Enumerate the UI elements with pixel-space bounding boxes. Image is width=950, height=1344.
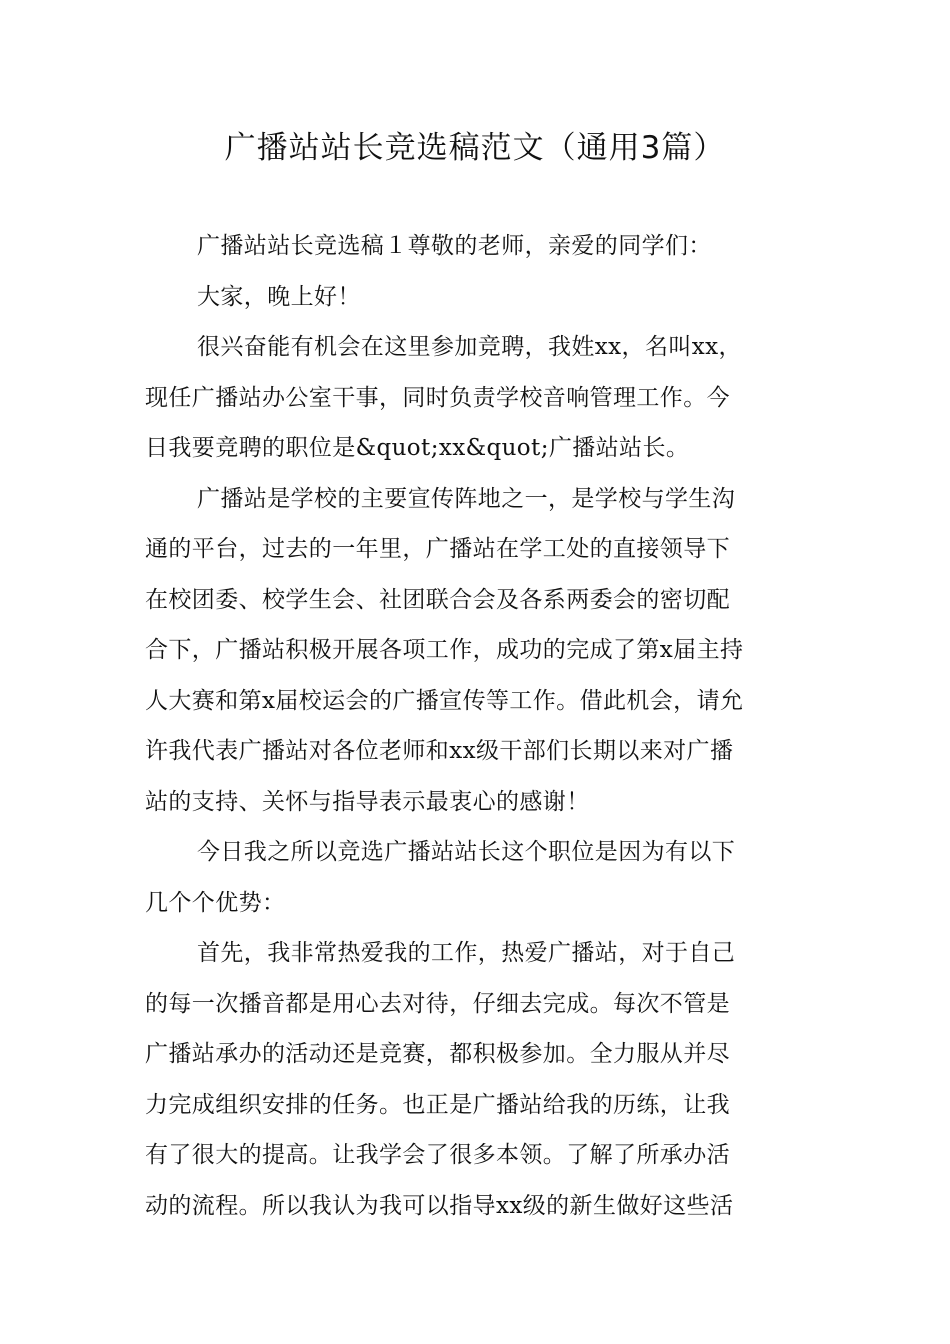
body-text-line: 的每一次播音都是用心去对待，仔细去完成。每次不管是 [145, 990, 730, 1017]
body-text-line: 许我代表广播站对各位老师和xx级干部们长期以来对广播 [145, 738, 734, 764]
body-text-line: 今日我之所以竞选广播站站长这个职位是因为有以下 [197, 839, 736, 865]
body-text-line: 几个个优势： [145, 889, 286, 916]
body-text-line: 在校团委、校学生会、社团联合会及各系两委会的密切配 [145, 586, 730, 613]
body-text-line: 广播站承办的活动还是竞赛，都积极参加。全力服从并尽 [145, 1041, 730, 1067]
body-text-line: 现任广播站办公室干事，同时负责学校音响管理工作。今 [145, 384, 730, 411]
body-text-line: 有了很大的提高。让我学会了很多本领。了解了所承办活 [145, 1142, 730, 1168]
body-text-line: 很兴奋能有机会在这里参加竞聘，我姓xx，名叫xx， [197, 334, 742, 360]
body-text-line: 通的平台，过去的一年里，广播站在学工处的直接领导下 [145, 536, 730, 562]
document-body [145, 221, 813, 1231]
body-text-line: 大家，晚上好！ [197, 283, 361, 310]
body-text-line: 广播站站长竞选稿１尊敬的老师，亲爱的同学们： [197, 233, 712, 259]
body-text-line: 站的支持、关怀与指导表示最衷心的感谢！ [145, 788, 590, 815]
body-text-line: 首先，我非常热爱我的工作，热爱广播站，对于自己 [197, 940, 736, 966]
document-title: 广播站站长竞选稿范文（通用3篇） [224, 130, 726, 166]
body-text-line: 合下，广播站积极开展各项工作，成功的完成了第x届主持 [145, 637, 744, 663]
body-text-line: 人大赛和第x届校运会的广播宣传等工作。借此机会，请允 [145, 687, 744, 714]
body-text-line: 动的流程。所以我认为我可以指导xx级的新生做好这些活 [145, 1192, 734, 1219]
body-text-line: 力完成组织安排的任务。也正是广播站给我的历练，让我 [145, 1091, 730, 1118]
body-text-line: 广播站是学校的主要宣传阵地之一，是学校与学生沟 [197, 485, 736, 512]
body-text-line: 日我要竞聘的职位是&quot;xx&quot;广播站站长。 [145, 435, 690, 461]
